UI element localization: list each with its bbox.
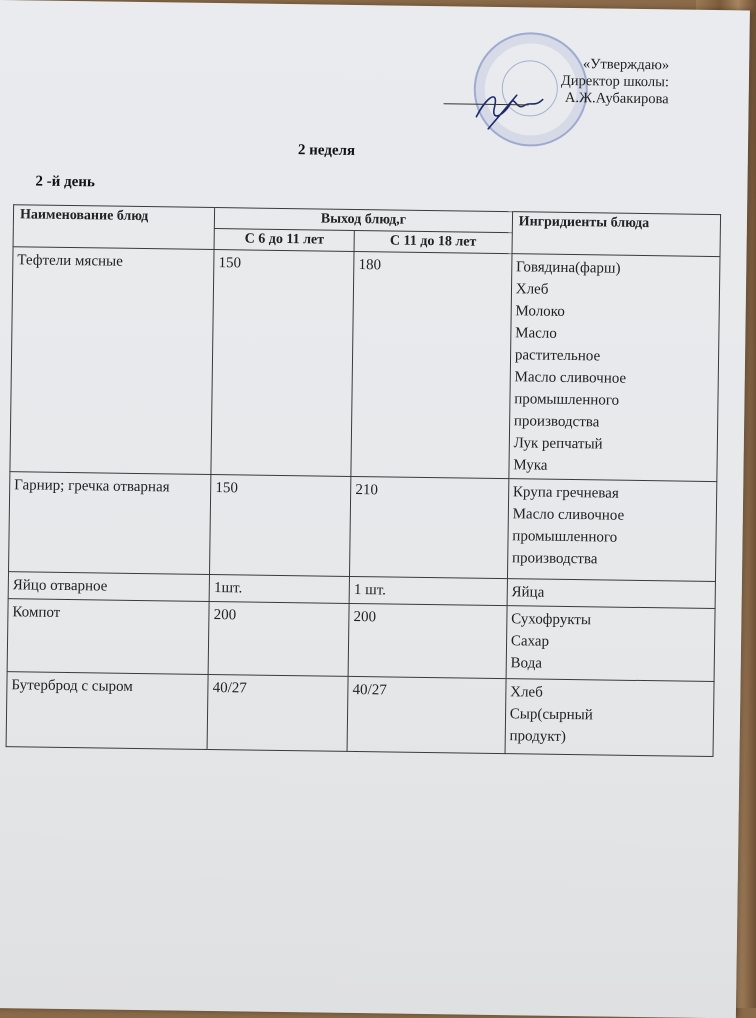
ingredient-item: Сухофрукты (511, 611, 592, 629)
ingredient-item: продукт) (509, 728, 567, 745)
ingredient-item: растительное (514, 347, 601, 365)
table-row (6, 672, 714, 757)
header-dish-name: Наименование блюд (13, 205, 215, 250)
yield-age-11-18: 180 (351, 251, 512, 478)
ingredient-item: производства (511, 550, 598, 568)
dish-name: Бутерброд с сыром (6, 672, 208, 750)
ingredient-item: Говядина(фарш) (515, 259, 621, 277)
dish-name: Яйцо отварное (8, 572, 210, 602)
menu-table (6, 204, 722, 757)
ingredient-item: Мука (513, 457, 548, 474)
ingredient-item: Крупа гречневая (512, 484, 619, 502)
yield-age-6-11: 150 (210, 474, 351, 576)
ingredients-cell (507, 579, 716, 609)
ingredient-item: производства (513, 413, 600, 431)
dish-name: Компот (7, 599, 209, 675)
yield-age-6-11: 40/27 (207, 674, 348, 751)
yield-age-11-18: 200 (348, 603, 507, 678)
ingredient-item: Яйца (511, 584, 545, 601)
yield-age-11-18: 40/27 (347, 676, 506, 753)
table-row (9, 472, 717, 582)
header-age-11-18: С 11 до 18 лет (354, 230, 512, 253)
yield-age-6-11: 200 (208, 601, 349, 676)
ingredients-cell (507, 479, 717, 582)
ingredient-item: промышленного (512, 528, 618, 546)
week-heading: 2 неделя (297, 142, 356, 159)
table-row (10, 247, 720, 482)
yield-age-6-11: 150 (211, 250, 354, 477)
approval-director-name: А.Ж.Аубакирова (564, 89, 669, 108)
ingredient-item: Масло сливочное (514, 369, 627, 387)
header-ingredients: Ингридиенты блюда (512, 212, 721, 257)
approval-position: Директор школы: (560, 72, 670, 91)
ingredient-item: Хлеб (510, 684, 543, 701)
ingredient-item: промышленного (514, 391, 620, 409)
yield-age-6-11: 1шт. (209, 574, 349, 603)
ingredients-cell (509, 254, 720, 482)
dish-name: Гарнир; гречка отварная (9, 472, 212, 575)
approval-block (469, 55, 670, 109)
ingredients-cell (506, 606, 715, 682)
table-row (7, 599, 715, 682)
ingredient-item: Молоко (515, 303, 565, 320)
yield-age-11-18: 1 шт. (349, 576, 507, 605)
ingredient-item: Хлеб (515, 281, 549, 298)
ingredients-cell (505, 679, 714, 757)
dish-name: Тефтели мясные (10, 247, 214, 475)
ingredient-item: Сыр(сырный (509, 706, 593, 724)
ingredient-item: Вода (510, 655, 543, 672)
yield-age-11-18: 210 (350, 476, 509, 578)
ingredient-item: Масло (515, 325, 557, 342)
ingredient-item: Сахар (510, 633, 550, 650)
header-age-6-11: С 6 до 11 лет (214, 229, 354, 252)
ingredient-item: Масло сливочное (512, 506, 625, 524)
day-heading: 2 -й день (35, 173, 96, 191)
ingredient-item: Лук репчатый (513, 435, 603, 453)
header-yield: Выход блюд,г (215, 208, 513, 233)
approval-title: «Утверждаю» (582, 56, 670, 74)
